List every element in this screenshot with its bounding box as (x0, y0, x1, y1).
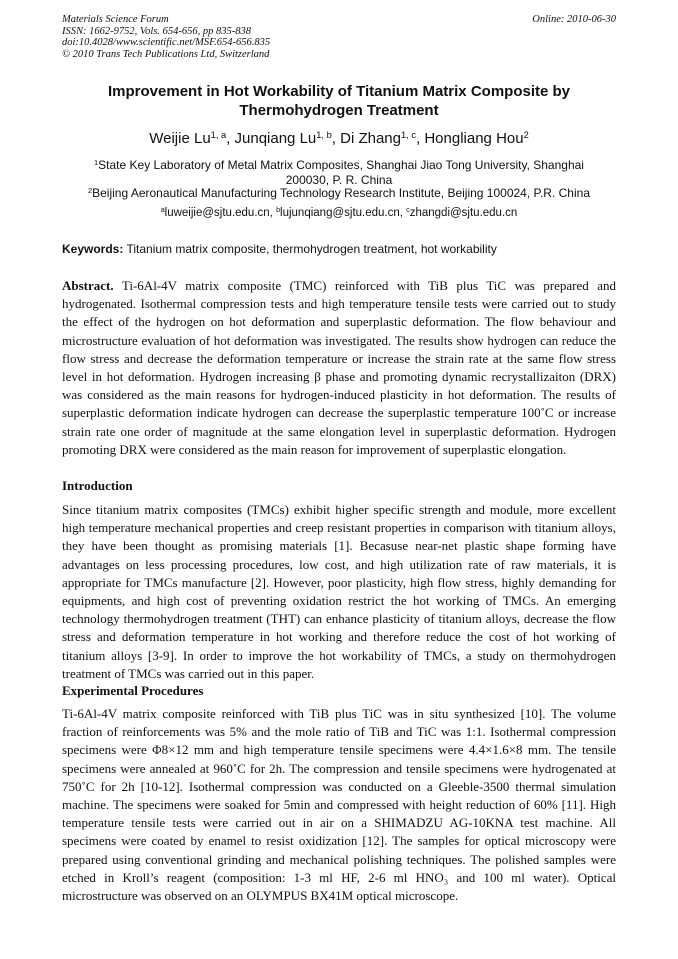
keywords-text: Titanium matrix composite, thermohydrogen treatment, hot workability (123, 242, 497, 256)
journal-name: Materials Science Forum (62, 14, 169, 25)
author: Hongliang Hou$^2$ (424, 129, 529, 147)
email-link[interactable]: luweijie@sjtu.edu.cn, (164, 207, 277, 219)
affiliation-1: $^1$State Key Laboratory of Metal Matrix Composites, Shanghai Jiao Tong University, Shanghai 200030, P. R. China (94, 157, 584, 187)
introduction-heading: Introduction (62, 478, 133, 493)
affiliation-2: $^2$Beijing Aeronautical Manufacturing Technology Research Institute, Beijing 100024, P.R. China (87, 185, 590, 200)
email-link[interactable]: zhangdi@sjtu.edu.cn (409, 207, 518, 219)
keywords (62, 242, 616, 256)
online-date: Online: 2010-06-30 (532, 14, 616, 25)
copyright-line: © 2010 Trans Tech Publications Ltd, Switzerland (62, 48, 270, 60)
introduction-text: Since titanium matrix composites (TMCs) exhibit higher specific strength and module, more excellent high temperature mechanical properties and creep resistant properties in comparison with titanium alloys, they have been thought as promising materials [1]. Becasuse near-net plastic shape forming have advantages on less processing procedures, low cost, and high utilization rate of raw materials, it is appropriate for TMCs manufacture [2]. However, poor plasticity, high flow stress, highly demanding for equipments, and high cost of preventing oxidation restrict the hot working of TMCs. An emerging technology thermohydrogen treatment (THT) can enhance plasticity of titanium alloys, decrease the flow stress and deformation temperature in hot working and therefore reduce the cost of hot working of titanium alloys [3-9]. In order to improve the hot workability of TMCs, a study on thermohydrogen treatment of TMCs was carried out in this paper. (62, 502, 616, 681)
experimental-heading: Experimental Procedures (62, 683, 204, 698)
abstract-text: Ti-6Al-4V matrix composite (TMC) reinforced with TiB plus TiC was prepared and hydrogenated. Isothermal compression tests and high temperature tensile tests were carried out to study the effect of the hydrogen on hot deformation and superplastic deformation. The flow behaviour and microstructure evaluation of hot deformation was investigated. The results show hydrogen can reduce the flow stress and decrease the deformation temperature or increase the strain rate at the same flow stress level in hot deformation. Hydrogen increasing β phase and promoting dynamic recrystallizaiton (DRX) was considered as the main reasons for hydrogen-induced plasticity in hot deformation. The results of superplastic deformation indicate hydrogen can decrease the superplastic temperature 100˚C or increase strain rate one order of magnitude at the same elongation level in superplastic deformation. Hydrogen promoting DRX were considered as the main reason for improvement of superplastic elongation. (62, 278, 616, 457)
author-list (40, 130, 638, 148)
keywords-label: Keywords: (62, 242, 124, 256)
title-line-2: Thermohydrogen Treatment (239, 102, 439, 119)
journal-header (62, 14, 616, 60)
author-emails: $^a$luweijie@sjtu.edu.cn, $^b$lujunqiang@sjtu.edu.cn, $^c$zhangdi@sjtu.edu.cn (160, 206, 518, 219)
abstract (62, 277, 616, 459)
paper-title (60, 82, 618, 120)
doi-line: doi:10.4028/www.scientific.net/MSF.654-656.835 (62, 37, 271, 48)
email-link[interactable]: lujunqiang@sjtu.edu.cn, (280, 207, 407, 219)
author: Di Zhang$^{1, c}$, (340, 129, 425, 147)
title-line-1: Improvement in Hot Workability of Titanium Matrix Composite by (108, 83, 570, 100)
experimental-text: Ti-6Al-4V matrix composite reinforced with TiB plus TiC was in situ synthesized [10]. The volume fraction of reinforcements was 5% and the mole ratio of TiB and TiC was 1:1. Isothermal compression specimens were Φ8×12 mm and high temperature tensile specimens were 4.4×1.6×8 mm. The tensile specimens were annealed at 960˚C for 2h. The compression and tensile specimens were hydrogenated at 750˚C for 2h [10-12]. Isothermal compression was conducted on a Gleeble-3500 thermal simulation machine. The specimens were soaked for 5min and compressed with height reduction of 60% [11]. High temperature tensile tests were carried out in air on a SHIMADZU AG-10KNA test machine. All specimens were coated by enamel to resist oxidization [12]. The samples for optical microscopy were prepared using conventional grinding and mechanical polishing techniques. The polished samples were etched in Kroll’s reagent (composition: 1-3 ml HF, 2-6 ml HNO₃ and 100 ml water). Optical microstructure was observed on an OLYMPUS BX41M optical microscope. (62, 706, 616, 904)
abstract-label: Abstract. (62, 278, 114, 293)
author: Junqiang Lu$^{1, b}$, (234, 129, 341, 147)
author: Weijie Lu$^{1, a}$, (149, 129, 235, 147)
issn-line: ISSN: 1662-9752, Vols. 654-656, pp 835-838 (62, 25, 251, 37)
